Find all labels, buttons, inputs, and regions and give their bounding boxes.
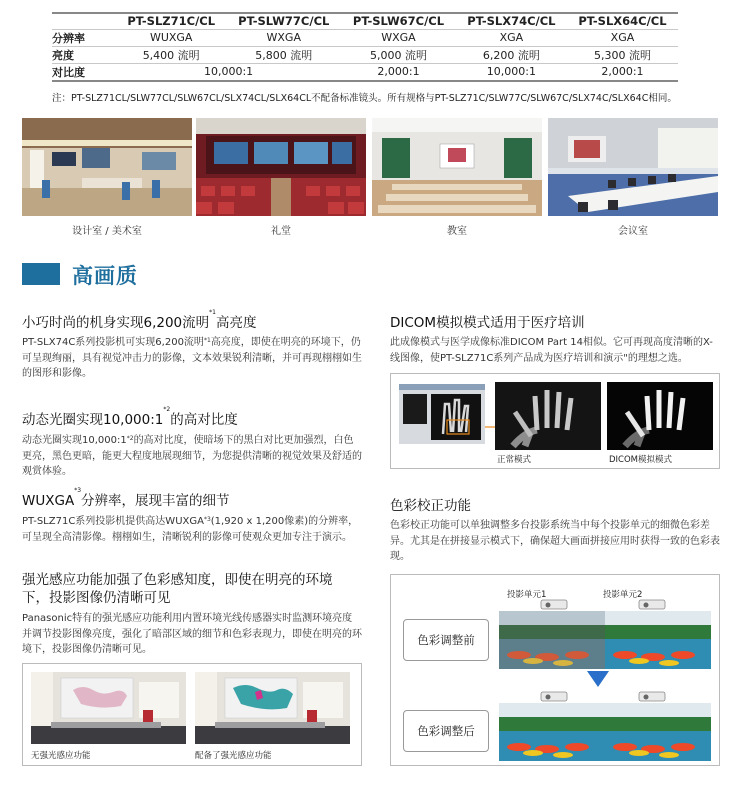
feature-body-daylight: Panasonic特有的强光感应功能利用内置环境光线传感器实时监测环境亮度并调节投影图像亮度，强化了暗部区域的细节和色彩表现力，即使在明亮的环境下，投影图像仍清晰可见。 [22, 613, 362, 655]
room-without-daylight-view [31, 672, 186, 744]
label-unit-1: 投影单元1 [507, 590, 547, 600]
dicom-comparison-panel [390, 373, 720, 469]
caption-normal-mode: 正常模式 [497, 455, 532, 465]
table-cell: 2,000:1 [341, 63, 456, 81]
photo-auditorium [196, 118, 366, 216]
row-label: 分辨率 [52, 29, 116, 46]
photo-caption: 教室 [447, 226, 467, 237]
spec-header-row [52, 13, 678, 29]
projector-icon [539, 597, 569, 611]
resolution-row [52, 29, 678, 46]
model-header: PT-SLW77C/CL [226, 13, 341, 29]
feature-body-brightness: PT-SLX74C系列投影机可实现6,200流明$^{*1}$高亮度，即使在明亮的环境下，仍可呈现绚丽，具有视觉冲击力的影像，文本效果锐利清晰，并可再现栩栩如生的图形和影像。 [22, 337, 362, 379]
xray-normal-image [495, 382, 601, 450]
feature-body-contrast: 动态光圈实现10,000:1$^{*2}$的高对比度，使暗场下的黑白对比更加强烈，白色更亮，黑色更暗，能更大程度地展现细节，为您提供清晰的视觉效果及舒适的观赏体验。 [22, 435, 362, 477]
feature-body-resolution: PT-SLZ71C系列投影机提供高达WUXGA$^{*3}$(1,920 x 1,200像素)的分辨率，可呈现全高清影像。栩栩如生，清晰锐利的影像可使观众更加专注于演示。 [22, 516, 359, 543]
photo-meeting-room [548, 118, 718, 216]
feature-title-brightness: 小巧时尚的机身实现6,200流明$^{*1}$高亮度 [22, 309, 257, 331]
row-label: 对比度 [52, 63, 116, 81]
contrast-row [52, 63, 678, 81]
feature-body-dicom: 此成像模式与医学成像标准DICOM Part 14相似。它可再现高度清晰的X-线图像，使PT-SLZ71C系列产品成为医疗培训和演示"的理想之选。 [390, 337, 713, 364]
caption-with-daylight: 配备了强光感应功能 [195, 751, 272, 761]
model-header: PT-SLZ71C/CL [116, 13, 226, 29]
label-unit-2: 投影单元2 [603, 590, 643, 600]
photo-caption: 会议室 [618, 226, 648, 237]
color-correction-panel [390, 574, 720, 766]
brightness-row [52, 46, 678, 63]
before-adjust-label: 色彩调整前 [403, 619, 489, 661]
spec-corner [52, 13, 116, 29]
feature-title-daylight-2: 下，投影图像仍清晰可见 [22, 590, 171, 606]
table-cell: WXGA [341, 29, 456, 46]
projector-icon [637, 689, 667, 703]
model-header: PT-SLX64C/CL [567, 13, 678, 29]
table-cell: 6,200 流明 [456, 46, 567, 63]
table-cell: 5,800 流明 [226, 46, 341, 63]
table-cell: 10,000:1 [456, 63, 567, 81]
spec-note: 注：PT-SLZ71CL/SLW77CL/SLW67CL/SLX74CL/SLX64CL不配备标准镜头。所有规格与PT-SLZ71C/SLW77C/SLW67C/SLX74C/SLX64C相同。 [52, 93, 677, 104]
feature-title-daylight: 强光感应功能加强了色彩感知度，即使在明亮的环境 [22, 572, 333, 588]
table-cell: 2,000:1 [567, 63, 678, 81]
photo-caption: 礼堂 [271, 226, 291, 237]
before-adjust-image [499, 611, 711, 669]
feature-title-color-correction: 色彩校正功能 [390, 498, 471, 514]
table-cell: XGA [567, 29, 678, 46]
feature-title-contrast: 动态光圈实现10,000:1$^{*2}$的高对比度 [22, 406, 238, 428]
section-marker [22, 263, 60, 285]
photo-caption: 设计室 / 美术室 [72, 226, 142, 237]
table-cell: 10,000:1 [116, 63, 341, 81]
projector-icon [637, 597, 667, 611]
feature-title-resolution: WUXGA$^{*3}$分辨率，展现丰富的细节 [22, 487, 230, 509]
table-cell: 5,300 流明 [567, 46, 678, 63]
after-adjust-image [499, 703, 711, 761]
projector-icon [539, 689, 569, 703]
table-cell: WUXGA [116, 29, 226, 46]
after-adjust-label: 色彩调整后 [403, 710, 489, 752]
caption-dicom-mode: DICOM模拟模式 [609, 455, 673, 465]
room-with-daylight-view [195, 672, 350, 744]
daylight-comparison-panel [22, 663, 362, 766]
table-cell: WXGA [226, 29, 341, 46]
photo-classroom [372, 118, 542, 216]
photo-design-room [22, 118, 192, 216]
row-label: 亮度 [52, 46, 116, 63]
caption-without-daylight: 无强光感应功能 [31, 751, 91, 761]
feature-body-color-correction: 色彩校正功能可以单独调整多台投影系统当中每个投影单元的细微色彩差异。尤其是在拼接显示模式下，确保超大画面拼接应用时获得一致的色彩表现。 [390, 520, 720, 562]
spec-table [52, 12, 678, 82]
software-screen-image [399, 384, 485, 444]
xray-dicom-image [607, 382, 713, 450]
down-arrow-icon [587, 671, 609, 689]
section-title: 高画质 [72, 264, 138, 288]
feature-title-dicom: DICOM模拟模式适用于医疗培训 [390, 315, 585, 331]
table-cell: 5,000 流明 [341, 46, 456, 63]
model-header: PT-SLW67C/CL [341, 13, 456, 29]
table-cell: XGA [456, 29, 567, 46]
table-cell: 5,400 流明 [116, 46, 226, 63]
model-header: PT-SLX74C/CL [456, 13, 567, 29]
